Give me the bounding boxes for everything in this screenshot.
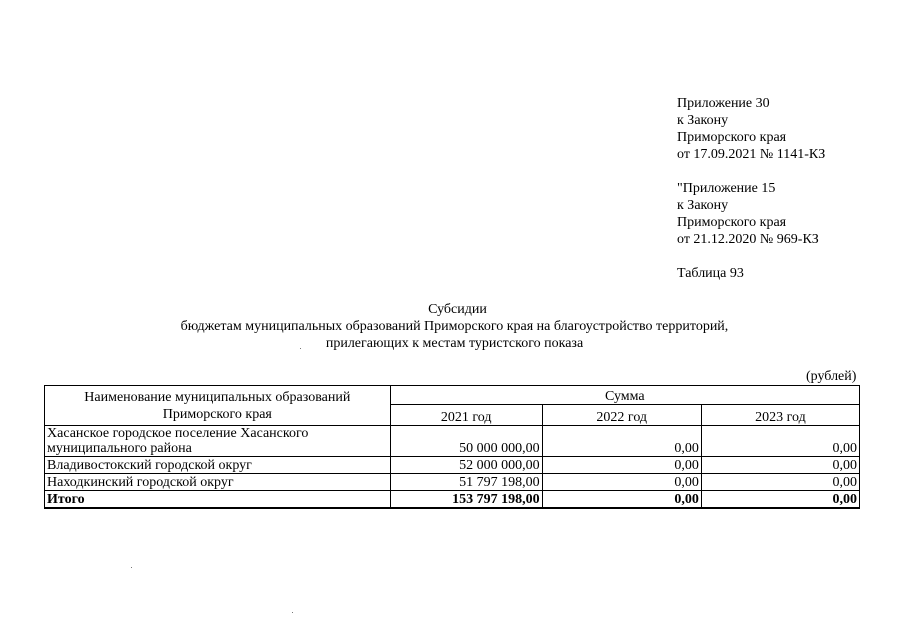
row-value-2022: 0,00 <box>542 474 701 491</box>
row-name: Хасанское городское поселение Хасанского муниципального района <box>45 426 391 457</box>
appendix-previous-date: от 21.12.2020 № 969-КЗ <box>677 232 819 247</box>
row-name: Владивостокский городской округ <box>45 457 391 474</box>
table-number: Таблица 93 <box>677 266 744 281</box>
row-value-2021: 51 797 198,00 <box>390 474 542 491</box>
header-year-2021: 2021 год <box>390 405 542 426</box>
scan-speck <box>131 567 132 568</box>
appendix-current-number: Приложение 30 <box>677 96 770 111</box>
title-line-1: Субсидии <box>428 302 487 317</box>
row-value-2022: 0,00 <box>542 457 701 474</box>
title-line-3: прилегающих к местам туристского показа <box>325 336 584 351</box>
row-name: Находкинский городской округ <box>45 474 391 491</box>
table-header-row <box>45 386 860 405</box>
header-year-2023: 2023 год <box>701 405 859 426</box>
row-value-2021: 50 000 000,00 <box>390 426 542 457</box>
title-line-2: бюджетам муниципальных образований Приморского края на благоустройство территорий, <box>180 319 729 334</box>
subsidy-table <box>44 385 860 509</box>
appendix-current-block <box>677 95 877 163</box>
row-value-2022: 0,00 <box>542 426 701 457</box>
total-value-2022: 0,00 <box>542 491 701 509</box>
appendix-current-region: Приморского края <box>677 130 787 145</box>
total-value-2021: 153 797 198,00 <box>390 491 542 509</box>
appendix-previous-law: к Закону <box>677 198 729 213</box>
row-value-2023: 0,00 <box>701 426 859 457</box>
header-name-cell: Наименование муниципальных образований Приморского края <box>45 386 391 426</box>
header-year-2022: 2022 год <box>542 405 701 426</box>
appendix-previous-number: "Приложение 15 <box>677 181 776 196</box>
table-total-row <box>45 491 860 509</box>
table-row <box>45 426 860 457</box>
appendix-current-date: от 17.09.2021 № 1141-КЗ <box>677 147 826 162</box>
appendix-previous-block <box>677 180 877 248</box>
units-label: (рублей) <box>806 369 857 384</box>
row-value-2021: 52 000 000,00 <box>390 457 542 474</box>
table-row <box>45 457 860 474</box>
appendix-previous-region: Приморского края <box>677 215 787 230</box>
total-value-2023: 0,00 <box>701 491 859 509</box>
row-value-2023: 0,00 <box>701 474 859 491</box>
document-title <box>0 301 905 352</box>
appendix-current-law: к Закону <box>677 113 729 128</box>
row-value-2023: 0,00 <box>701 457 859 474</box>
scan-speck <box>292 612 293 613</box>
table-row <box>45 474 860 491</box>
total-label: Итого <box>45 491 391 509</box>
header-sum-cell: Сумма <box>390 386 859 405</box>
scan-speck <box>300 348 301 349</box>
